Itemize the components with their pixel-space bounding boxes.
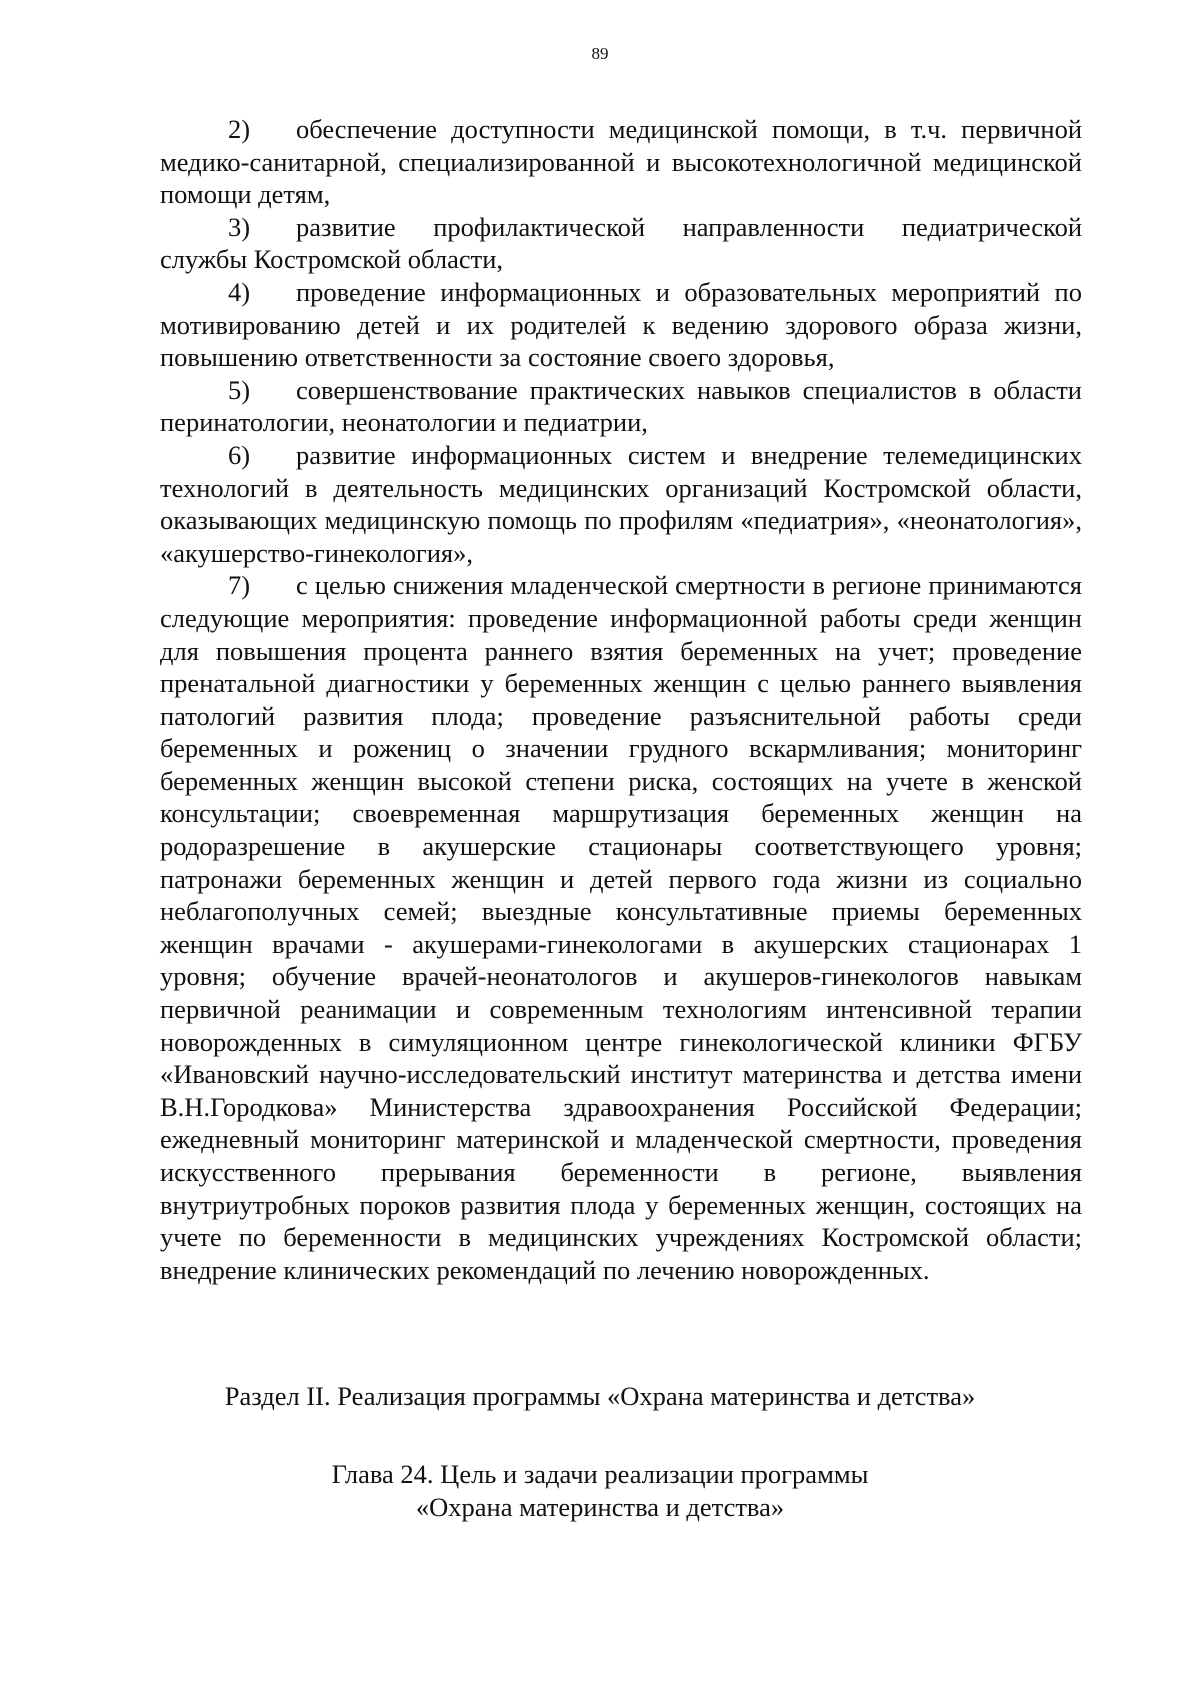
chapter-heading-line-1: Глава 24. Цель и задачи реализации программы — [331, 1459, 869, 1489]
list-item-text: с целью снижения младенческой смертности в регионе принимаются следующие мероприятия: проведение информационной работы среди женщин для повышения процента раннего взятия беременных на учет; проведение пренатальной диагностики у беременных женщин с целью раннего выявления патологий развития плода; проведение разъяснительной работы среди беременных и рожениц о значении грудного вскармливания; мониторинг беременных женщин высокой степени риска, состоящих на учете в женской консультации; своевременная маршрутизация беременных женщин на родоразрешение в акушерские стационары соответствующего уровня; патронажи беременных женщин и детей первого года жизни из социально неблагополучных семей; выездные консультативные приемы беременных женщин врачами - акушерами-гинекологами в акушерских стационарах 1 уровня; обучение врачей-неонатологов и акушеров-гинекологов навыкам первичной реанимации и современным технологиям интенсивной терапии новорожденных в симуляционном центре гинекологической клиники ФГБУ «Ивановский научно-исследовательский институт материнства и детства имени В.Н.Городкова» Министерства здравоохранения Российской Федерации; ежедневный мониторинг материнской и младенческой смертности, проведения искусственного прерывания беременности в регионе, выявления внутриутробных пороков развития плода у беременных женщин, состоящих на учете по беременности в медицинских учреждениях Костромской области; внедрение клинических рекомендаций по лечению новорожденных. — [160, 570, 1082, 1285]
list-item-text: обеспечение доступности медицинской помощи, в т.ч. первичной медико-санитарной, специализированной и высокотехнологичной медицинской помощи детям, — [160, 114, 1082, 210]
list-item-text: совершенствование практических навыков специалистов в области перинатологии, неонатологии и педиатрии, — [160, 374, 1082, 438]
chapter-heading — [0, 1458, 1200, 1523]
list-item-4 — [160, 276, 1082, 374]
list-item-number: 6) — [228, 439, 251, 470]
list-body — [160, 113, 1082, 1286]
list-item-number: 7) — [228, 570, 251, 601]
page-number: 89 — [591, 44, 609, 63]
list-item-number: 2) — [228, 114, 251, 144]
list-item-text: развитие профилактической направленности педиатрической службы Костромской области, — [160, 211, 1082, 275]
list-item-3 — [160, 211, 1082, 276]
list-item-text: проведение информационных и образовательных мероприятий по мотивированию детей и их родителей к ведению здорового образа жизни, повышению ответственности за состояние своего здоровья, — [160, 276, 1082, 373]
list-item-number: 5) — [228, 374, 251, 405]
list-item-2 — [160, 113, 1082, 211]
list-item-number: 4) — [228, 276, 251, 307]
list-item-7 — [160, 569, 1082, 1286]
list-item-5 — [160, 374, 1082, 439]
chapter-heading-line-2: «Охрана материнства и детства» — [415, 1491, 785, 1522]
list-item-text: развитие информационных систем и внедрение телемедицинских технологий в деятельность медицинских организаций Костромской области, оказывающих медицинскую помощь по профилям «педиатрия», «неонатология», «акушерство-гинекология», — [160, 439, 1082, 568]
list-item-6 — [160, 439, 1082, 569]
list-item-number: 3) — [228, 211, 251, 242]
section-heading: Раздел II. Реализация программы «Охрана материнства и детства» — [224, 1381, 976, 1411]
